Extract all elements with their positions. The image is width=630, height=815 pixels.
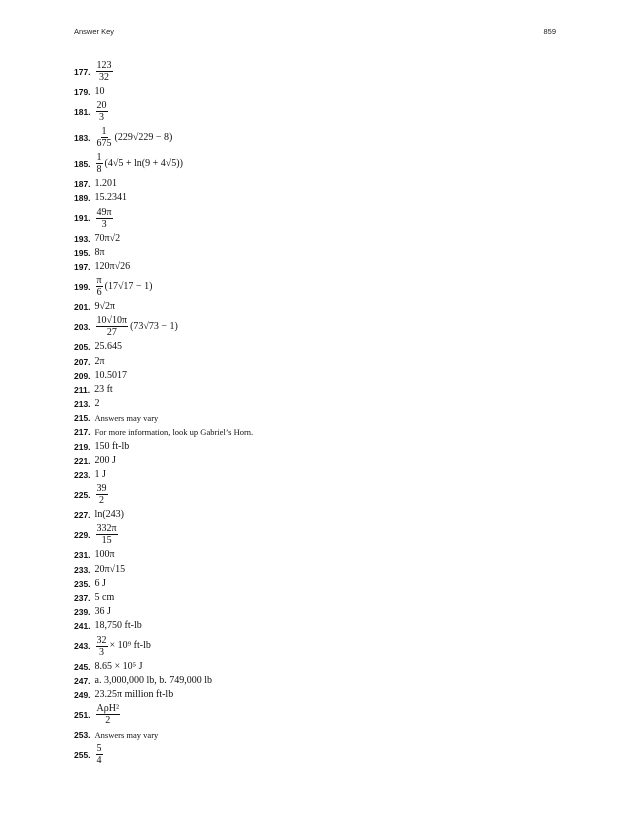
answer-expression [95,261,131,273]
answer-item [74,100,554,123]
answer-item [74,356,554,368]
answer-text: 36 J [94,606,111,618]
answer-expression [95,703,121,726]
answer-item [74,606,554,618]
answer-expression [95,661,143,673]
denominator: 6 [96,287,102,299]
answer-item [74,469,554,481]
answer-number: 203. [74,321,91,332]
numerator: 20 [96,100,107,112]
answer-item [74,620,554,632]
answer-item [74,315,554,338]
denominator: 2 [99,495,105,507]
answer-item [74,578,554,590]
answer-expression [95,743,104,766]
answer-expression [95,398,100,410]
answer-expression [95,469,106,481]
answer-item [74,275,554,298]
answer-item [74,152,554,175]
answer-number: 217. [74,427,91,438]
answer-item [74,233,554,245]
answer-text: 23 ft [94,383,113,395]
answer-number: 231. [74,550,91,561]
answer-text: 2π [94,355,105,367]
answer-number: 215. [74,413,91,424]
answer-number: 251. [74,709,91,720]
answer-item [74,126,554,149]
numerator: AρH² [96,703,119,715]
answer-item [74,192,554,204]
answer-item [74,689,554,701]
answer-expression [95,233,121,245]
answer-text: 18,750 ft-lb [94,620,142,632]
answer-number: 227. [74,510,91,521]
answer-text: Answers may vary [94,413,159,424]
answer-text: 2 [94,398,100,410]
answer-number: 239. [74,607,91,618]
answer-number: 211. [74,384,91,395]
answer-text: Answers may vary [94,730,159,741]
answer-number: 243. [74,641,91,651]
answer-item [74,60,554,83]
answer-expression [95,341,123,353]
answer-text: 8.65 × 10⁵ J [94,660,143,672]
denominator: 675 [96,138,112,150]
numerator: 332π [96,523,117,535]
expression-rest: (229√229 − 8) [114,131,173,143]
numerator: 49π [96,206,112,218]
answer-item [74,384,554,396]
answer-text: 25.645 [94,341,123,353]
denominator: 8 [96,164,102,176]
answer-expression [95,315,178,338]
fraction [96,60,113,83]
answer-expression [95,86,105,98]
answer-item [74,261,554,273]
answer-item [74,675,554,687]
expression-rest: (73√73 − 1) [130,320,178,332]
answer-number: 205. [74,342,91,353]
answer-expression [95,247,105,259]
answer-expression [95,192,128,204]
answer-number: 213. [74,399,91,410]
numerator: 32 [96,634,107,646]
answer-item [74,178,554,190]
answer-text: 5 cm [94,591,115,603]
answer-text: 10.5017 [94,369,128,381]
answer-expression [95,578,106,590]
answer-expression [95,523,119,546]
answer-expression [95,635,151,658]
answer-expression [95,592,115,604]
answer-number: 201. [74,302,91,313]
answer-item [74,412,554,424]
denominator: 4 [96,755,102,767]
expression-rest: (17√17 − 1) [104,280,153,292]
expression-rest: × 10⁹ ft-lb [109,640,151,651]
fraction [96,483,108,506]
answer-expression [95,100,109,123]
answer-item [74,564,554,576]
answer-expression [95,620,142,632]
answer-item [74,247,554,259]
numerator: 123 [96,60,112,71]
answer-expression [95,606,111,618]
answer-expression [95,275,153,298]
answer-text: 15.2341 [94,192,128,204]
answer-expression [95,509,124,521]
numerator: π [96,275,102,287]
answer-item [74,86,554,98]
answer-number: 183. [74,132,91,143]
denominator: 3 [101,218,107,230]
answer-expression [95,549,115,561]
answer-number: 235. [74,578,91,589]
answer-number: 237. [74,592,91,603]
answer-number: 199. [74,281,91,292]
answer-item [74,341,554,353]
denominator: 3 [99,112,105,124]
fraction [96,743,103,766]
answer-expression [95,675,213,687]
answer-number: 221. [74,455,91,466]
answer-number: 185. [74,158,91,169]
answer-number: 181. [74,106,91,117]
expression-rest: (4√5 + ln(9 + 4√5)) [104,157,183,169]
answer-text: 8π [94,246,105,258]
answer-number: 225. [74,489,91,500]
answer-item [74,398,554,410]
answer-text: 9√2π [94,301,116,313]
answer-number: 193. [74,233,91,244]
answer-number: 187. [74,179,91,190]
answer-item [74,441,554,453]
answer-expression [95,483,109,506]
answer-text: 150 ft-lb [94,440,130,452]
answer-number: 189. [74,193,91,204]
answer-text: 23.25π million ft-lb [94,688,174,700]
answer-expression [95,178,118,190]
answer-item [74,301,554,313]
answer-number: 245. [74,661,91,672]
denominator: 27 [106,327,117,339]
fraction [96,635,108,658]
numerator: 5 [96,743,102,755]
answer-expression [95,426,254,438]
answer-text: 20π√15 [94,563,126,575]
fraction [96,207,113,230]
numerator: 39 [96,483,107,495]
answer-item [74,523,554,546]
answer-text: 1 J [94,469,106,480]
answer-item [74,703,554,726]
answer-text: 6 J [94,577,106,589]
fraction [96,275,103,298]
fraction [96,523,118,546]
answer-item [74,483,554,506]
denominator: 32 [99,72,110,83]
answer-text: 70π√2 [94,232,121,244]
answer-expression [95,207,114,230]
denominator: 2 [105,715,111,727]
answer-number: 241. [74,621,91,632]
answer-list [74,60,554,769]
answer-item [74,455,554,467]
answer-item [74,592,554,604]
answer-number: 247. [74,675,91,686]
answer-number: 207. [74,356,91,367]
answer-expression [95,455,116,467]
answer-item [74,549,554,561]
answer-expression [95,441,130,453]
answer-text: ln(243) [94,509,124,521]
answer-number: 249. [74,689,91,700]
denominator: 3 [99,646,105,658]
header-title: Answer Key [74,27,115,36]
fraction [96,100,108,123]
answer-item [74,370,554,382]
denominator: 15 [101,535,112,547]
answer-number: 209. [74,370,91,381]
answer-number: 179. [74,87,91,97]
answer-number: 177. [74,66,91,77]
fraction [96,126,113,149]
answer-expression [95,412,159,424]
answer-item [74,729,554,741]
answer-text: 120π√26 [94,260,131,272]
answer-number: 255. [74,749,91,760]
answer-text: 1.201 [94,178,118,190]
answer-expression [94,384,113,396]
answer-expression [95,729,159,741]
fraction [96,703,120,726]
fraction [96,152,103,175]
answer-text: a. 3,000,000 lb, b. 749,000 lb [94,674,213,686]
answer-expression [95,301,116,313]
answer-number: 229. [74,529,91,540]
answer-number: 219. [74,441,91,452]
answer-number: 191. [74,213,91,224]
answer-item [74,426,554,438]
numerator: 10√10π [96,315,128,327]
answer-number: 253. [74,730,91,741]
answer-expression [95,370,128,382]
answer-expression [95,152,183,175]
answer-item [74,661,554,673]
answer-item [74,207,554,230]
answer-text: 10 [94,86,105,97]
answer-expression [95,60,114,83]
answer-number: 233. [74,564,91,575]
answer-expression [95,689,174,701]
answer-text: 100π [94,549,115,561]
answer-item [74,635,554,658]
answer-expression [95,126,173,149]
answer-item [74,743,554,766]
page-number: 859 [543,27,556,36]
answer-number: 197. [74,261,91,272]
answer-expression [95,564,126,576]
answer-number: 195. [74,247,91,258]
answer-text: For more information, look up Gabriel’s Horn. [94,427,254,438]
numerator: 1 [96,152,102,164]
fraction [96,315,129,338]
answer-text: 200 J [94,454,116,466]
answer-number: 223. [74,470,91,480]
answer-expression [95,356,105,368]
numerator: 1 [101,126,107,138]
answer-item [74,509,554,521]
